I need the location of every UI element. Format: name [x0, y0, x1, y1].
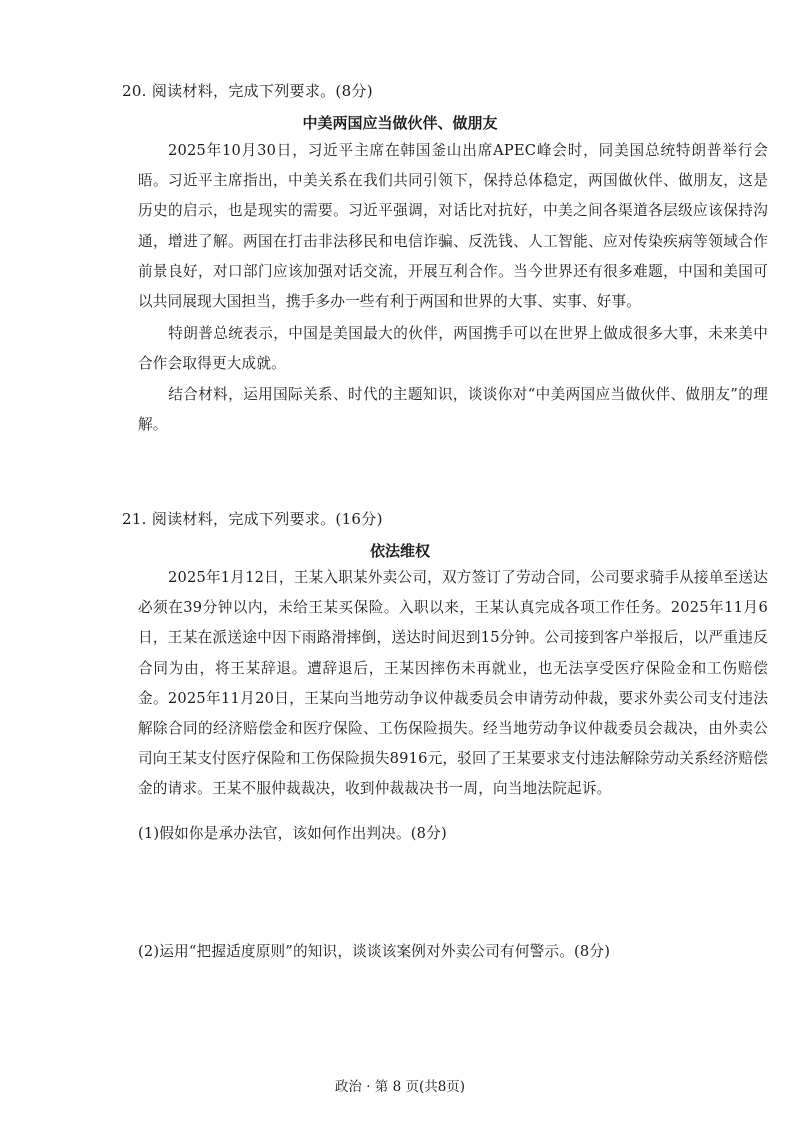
question-20-prompt: [138, 380, 768, 440]
question-20-material-paragraph-2: [138, 319, 768, 379]
question-20-heading: 20. 阅读材料，完成下列要求。(8分): [122, 82, 373, 100]
question-20-prompt-text: 结合材料，运用国际关系、时代的主题知识，谈谈你对“中美两国应当做伙伴、做朋友”的理解。: [138, 386, 768, 434]
question-21-subquestion-1: (1)假如你是承办法官，该如何作出判决。(8分): [138, 825, 447, 842]
page-footer: 政治 · 第 8 页(共8页): [334, 1079, 466, 1095]
question-20-material-paragraph-1: [138, 136, 768, 317]
question-21-title: 依法维权: [369, 542, 430, 560]
question-20-material-text-1: 2025年10月30日，习近平主席在韩国釜山出席APEC峰会时，同美国总统特朗普举行会晤。习近平主席指出，中美关系在我们共同引领下，保持总体稳定，两国做伙伴、做朋友，这是历史的启示，也是现实的需要。习近平强调，对话比对抗好，中美之间各渠道各层级应该保持沟通，增进了解。两国在打击非法移民和电信诈骗、反洗钱、人工智能、应对传染疾病等领域合作前景良好，对口部门应该加强对话交流，开展互利合作。当今世界还有很多难题，中国和美国可以共同展现大国担当，携手多办一些有利于两国和世界的大事、实事、好事。: [138, 142, 768, 311]
question-20-title: 中美两国应当做伙伴、做朋友: [302, 114, 498, 132]
question-21-material-paragraph: [138, 563, 768, 805]
question-21-subquestion-2: (2)运用“把握适度原则”的知识，谈谈该案例对外卖公司有何警示。(8分): [138, 943, 611, 960]
question-20-material-text-2: 特朗普总统表示，中国是美国最大的伙伴，两国携手可以在世界上做成很多大事，未来美中合作会取得更大成就。: [138, 325, 768, 373]
question-21-heading: 21. 阅读材料，完成下列要求。(16分): [122, 510, 383, 528]
question-21-material-text: 2025年1月12日，王某入职某外卖公司，双方签订了劳动合同，公司要求骑手从接单至送达必须在39分钟以内，未给王某买保险。入职以来，王某认真完成各项工作任务。2025年11月6日，王某在派送途中因下雨路滑摔倒，送达时间迟到15分钟。公司接到客户举报后，以严重违反合同为由，将王某辞退。遭辞退后，王某因摔伤未再就业，也无法享受医疗保险金和工伤赔偿金。2025年11月20日，王某向当地劳动争议仲裁委员会申请劳动仲裁，要求外卖公司支付违法解除合同的经济赔偿金和医疗保险、工伤保险损失。经当地劳动争议仲裁委员会裁决，由外卖公司向王某支付医疗保险和工伤保险损失8916元，驳回了王某要求支付违法解除劳动关系经济赔偿金的请求。王某不服仲裁裁决，收到仲裁裁决书一周，向当地法院起诉。: [138, 569, 768, 798]
